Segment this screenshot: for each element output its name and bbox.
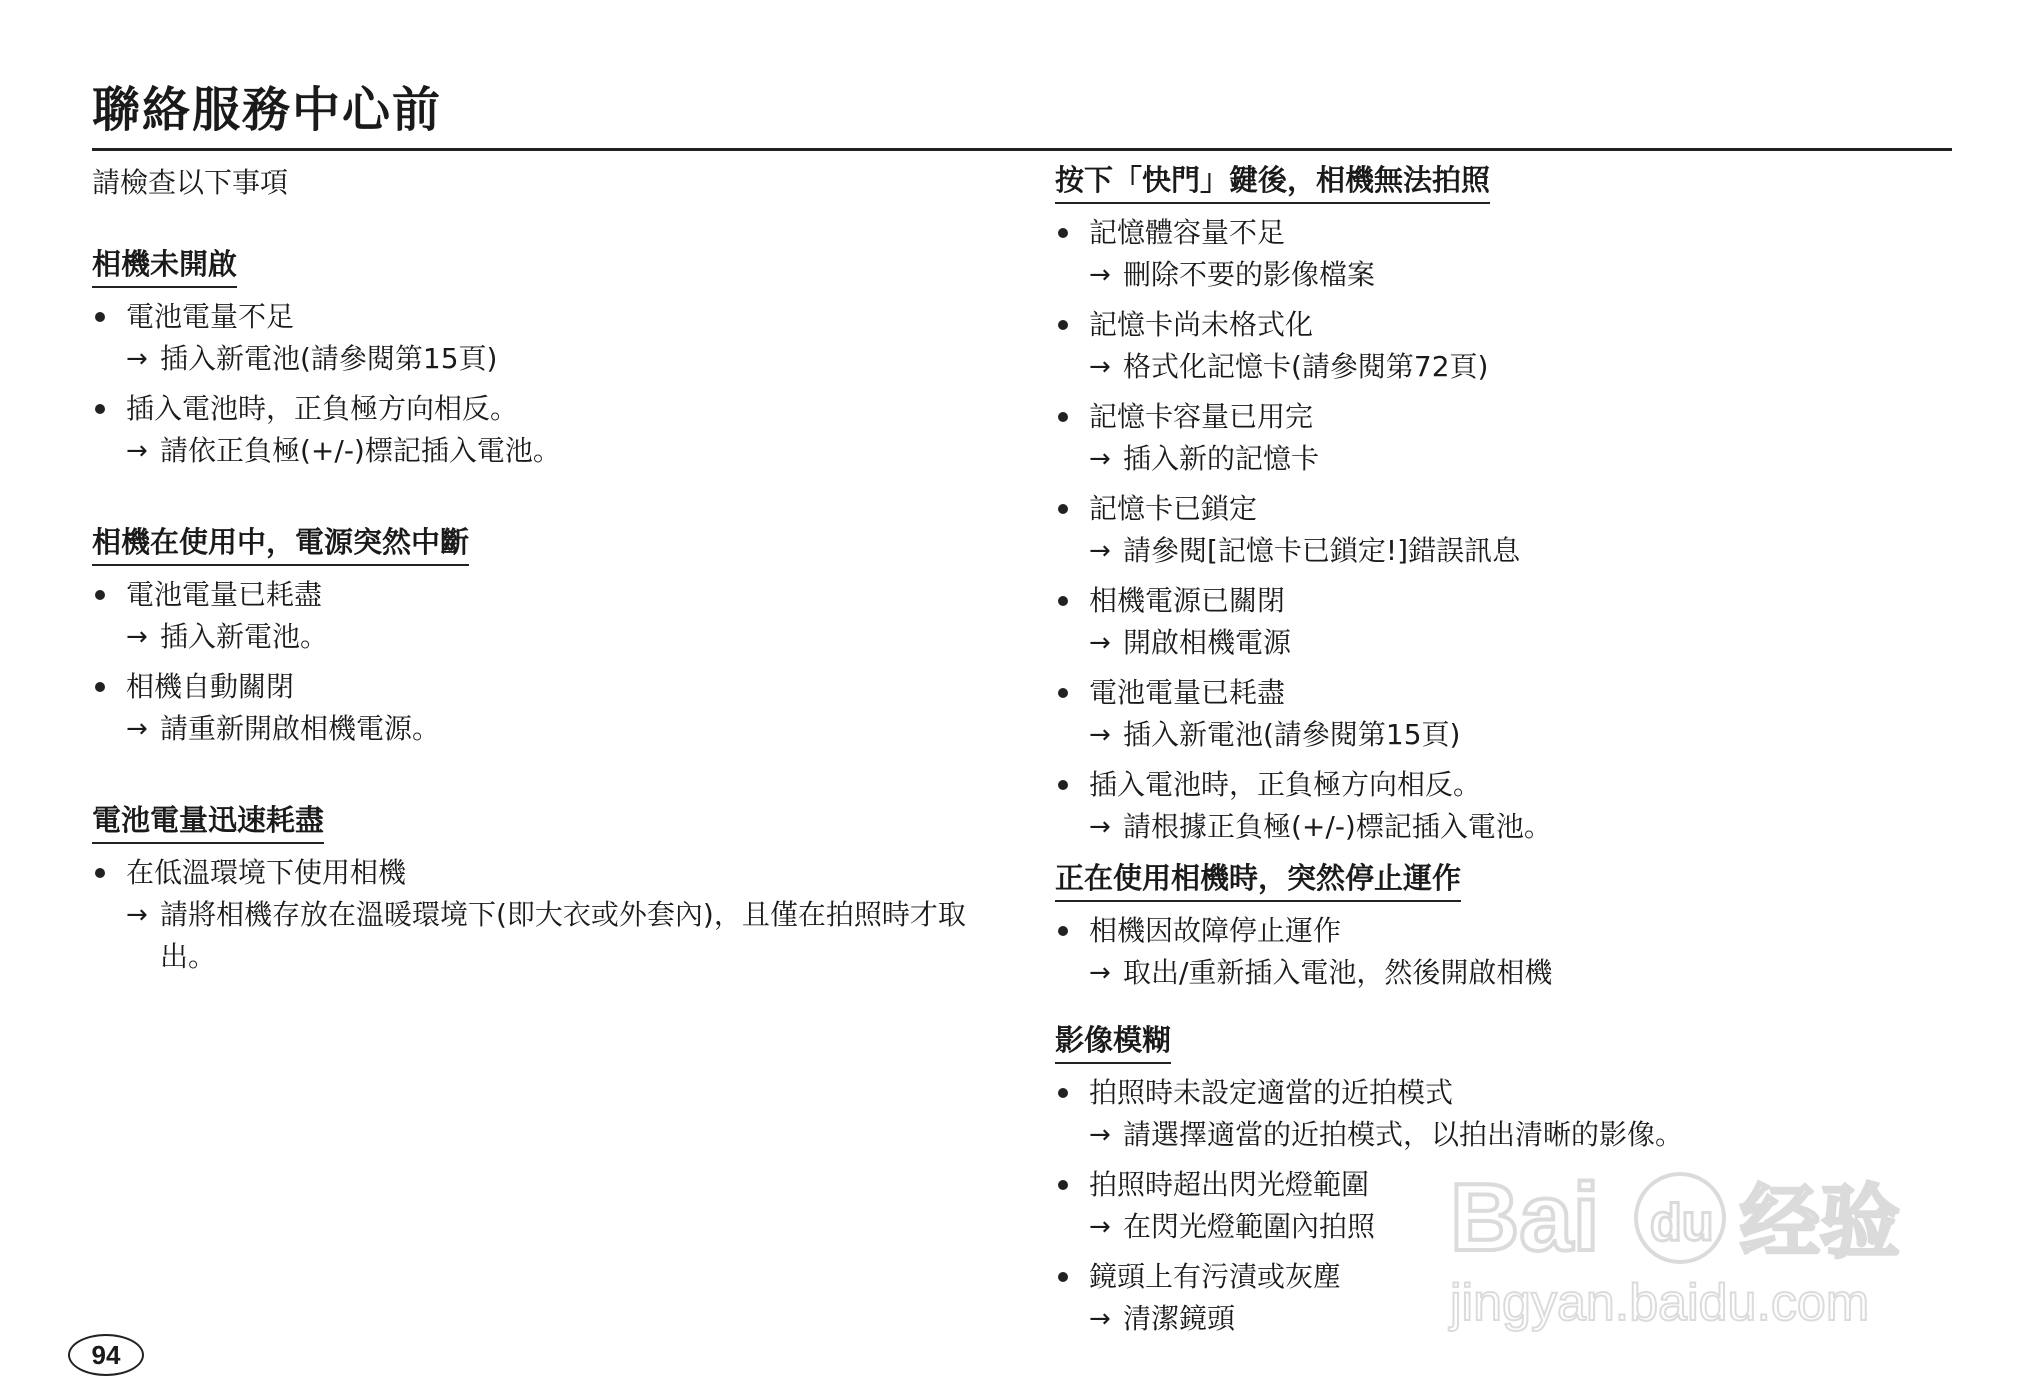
list-item [92,388,992,472]
svg-text:du: du [1650,1194,1714,1252]
arrow-right-icon: → [126,622,148,652]
bullet-icon [1058,688,1068,698]
list-item [1055,764,1955,848]
problem-text: 記憶卡尚未格式化 [1089,308,1314,341]
arrow-right-icon: → [1089,260,1111,290]
svg-text:Bai: Bai [1450,1164,1600,1271]
section-heading: 影像模糊 [1055,1020,1171,1064]
section-shutter-no-photo [1055,160,1955,856]
solution-text: → 刪除不要的影像檔案 [1089,254,1955,296]
problem-text: 在低溫環境下使用相機 [126,856,407,889]
arrow-right-icon: → [1089,352,1111,382]
problem-text: 記憶卡已鎖定 [1089,492,1258,525]
solution-text: → 取出/重新插入電池，然後開啟相機 [1089,952,1955,994]
arrow-right-icon: → [126,344,148,374]
solution-text: → 插入新電池(請參閱第15頁) [1089,714,1955,756]
arrow-right-icon: → [1089,1212,1111,1242]
svg-text:经验: 经验 [1740,1176,1900,1269]
bullet-icon [1058,596,1068,606]
bullet-icon [1058,504,1068,514]
section-heading: 正在使用相機時，突然停止運作 [1055,858,1461,902]
section-battery-drain [92,800,992,986]
problem-text: 插入電池時，正負極方向相反。 [1089,768,1482,801]
arrow-right-icon: → [1089,958,1111,988]
list-item [1055,910,1955,994]
list-item [1055,580,1955,664]
arrow-right-icon: → [1089,536,1111,566]
arrow-right-icon: → [1089,444,1111,474]
intro-text: 請檢查以下事項 [92,166,289,199]
problem-text: 插入電池時，正負極方向相反。 [126,392,519,425]
list-item [1055,304,1955,388]
arrow-right-icon: → [1089,628,1111,658]
arrow-right-icon: → [1089,1120,1111,1150]
section-camera-not-on [92,244,992,480]
section-heading: 相機未開啟 [92,244,237,288]
arrow-right-icon: → [1089,812,1111,842]
arrow-right-icon: → [126,436,148,466]
problem-text: 相機電源已關閉 [1089,584,1286,617]
solution-text: → 清潔鏡頭 [1089,1298,1955,1340]
bullet-icon [95,312,105,322]
page-title: 聯絡服務中心前 [92,82,443,138]
bullet-icon [1058,1088,1068,1098]
problem-text: 相機因故障停止運作 [1089,914,1342,947]
problem-text: 電池電量已耗盡 [1089,676,1286,709]
bullet-icon [95,868,105,878]
solution-text: → 開啟相機電源 [1089,622,1955,664]
bullet-icon [1058,780,1068,790]
list-item [92,852,992,978]
baidu-jingyan-watermark-logo [1440,1140,1940,1340]
arrow-right-icon: → [1089,1304,1111,1334]
arrow-right-icon: → [126,714,148,744]
arrow-right-icon: → [1089,720,1111,750]
solution-text: → 請根據正負極(+/-)標記插入電池。 [1089,806,1955,848]
bullet-icon [1058,1272,1068,1282]
solution-text: → 格式化記憶卡(請參閱第72頁) [1089,346,1955,388]
bullet-icon [95,404,105,414]
page-number-badge [68,1334,144,1376]
bullet-icon [1058,320,1068,330]
solution-text: → 請將相機存放在溫暖環境下(即大衣或外套內)，且僅在拍照時才取出。 [126,894,980,978]
list-item [1055,672,1955,756]
list-item [92,296,992,380]
solution-text: → 請依正負極(+/-)標記插入電池。 [126,430,992,472]
title-divider [92,148,1952,151]
problem-text: 拍照時超出閃光燈範圍 [1089,1168,1370,1201]
page-number: 94 [91,1339,121,1370]
solution-text: → 請參閱[記憶卡已鎖定!]錯誤訊息 [1089,530,1955,572]
problem-text: 記憶體容量不足 [1089,216,1286,249]
list-item [92,574,992,658]
bullet-icon [1058,1180,1068,1190]
problem-text: 電池電量已耗盡 [126,578,323,611]
section-camera-stops [1055,858,1955,1002]
arrow-right-icon: → [126,900,148,930]
problem-text: 鏡頭上有污漬或灰塵 [1089,1260,1342,1293]
section-power-interrupted [92,522,992,758]
list-item [1055,212,1955,296]
problem-text: 電池電量不足 [126,300,295,333]
bullet-icon [1058,926,1068,936]
list-item [92,666,992,750]
section-heading: 相機在使用中，電源突然中斷 [92,522,469,566]
solution-text: → 插入新電池(請參閱第15頁) [126,338,992,380]
problem-text: 相機自動關閉 [126,670,295,703]
bullet-icon [95,590,105,600]
section-heading: 按下「快門」鍵後，相機無法拍照 [1055,160,1490,204]
svg-text:jingyan.baidu.com: jingyan.baidu.com [1450,1274,1870,1332]
bullet-icon [1058,412,1068,422]
solution-text: → 在閃光燈範圍內拍照 [1089,1206,1955,1248]
list-item [1055,396,1955,480]
problem-text: 拍照時未設定適當的近拍模式 [1089,1076,1454,1109]
left-column [92,160,992,973]
solution-text: → 請重新開啟相機電源。 [126,708,992,750]
section-heading: 電池電量迅速耗盡 [92,800,324,844]
solution-text: → 請選擇適當的近拍模式，以拍出清晰的影像。 [1089,1114,1955,1156]
problem-text: 記憶卡容量已用完 [1089,400,1314,433]
solution-text: → 插入新的記憶卡 [1089,438,1955,480]
list-item [1055,488,1955,572]
bullet-icon [1058,228,1068,238]
solution-text: → 插入新電池。 [126,616,992,658]
bullet-icon [95,682,105,692]
